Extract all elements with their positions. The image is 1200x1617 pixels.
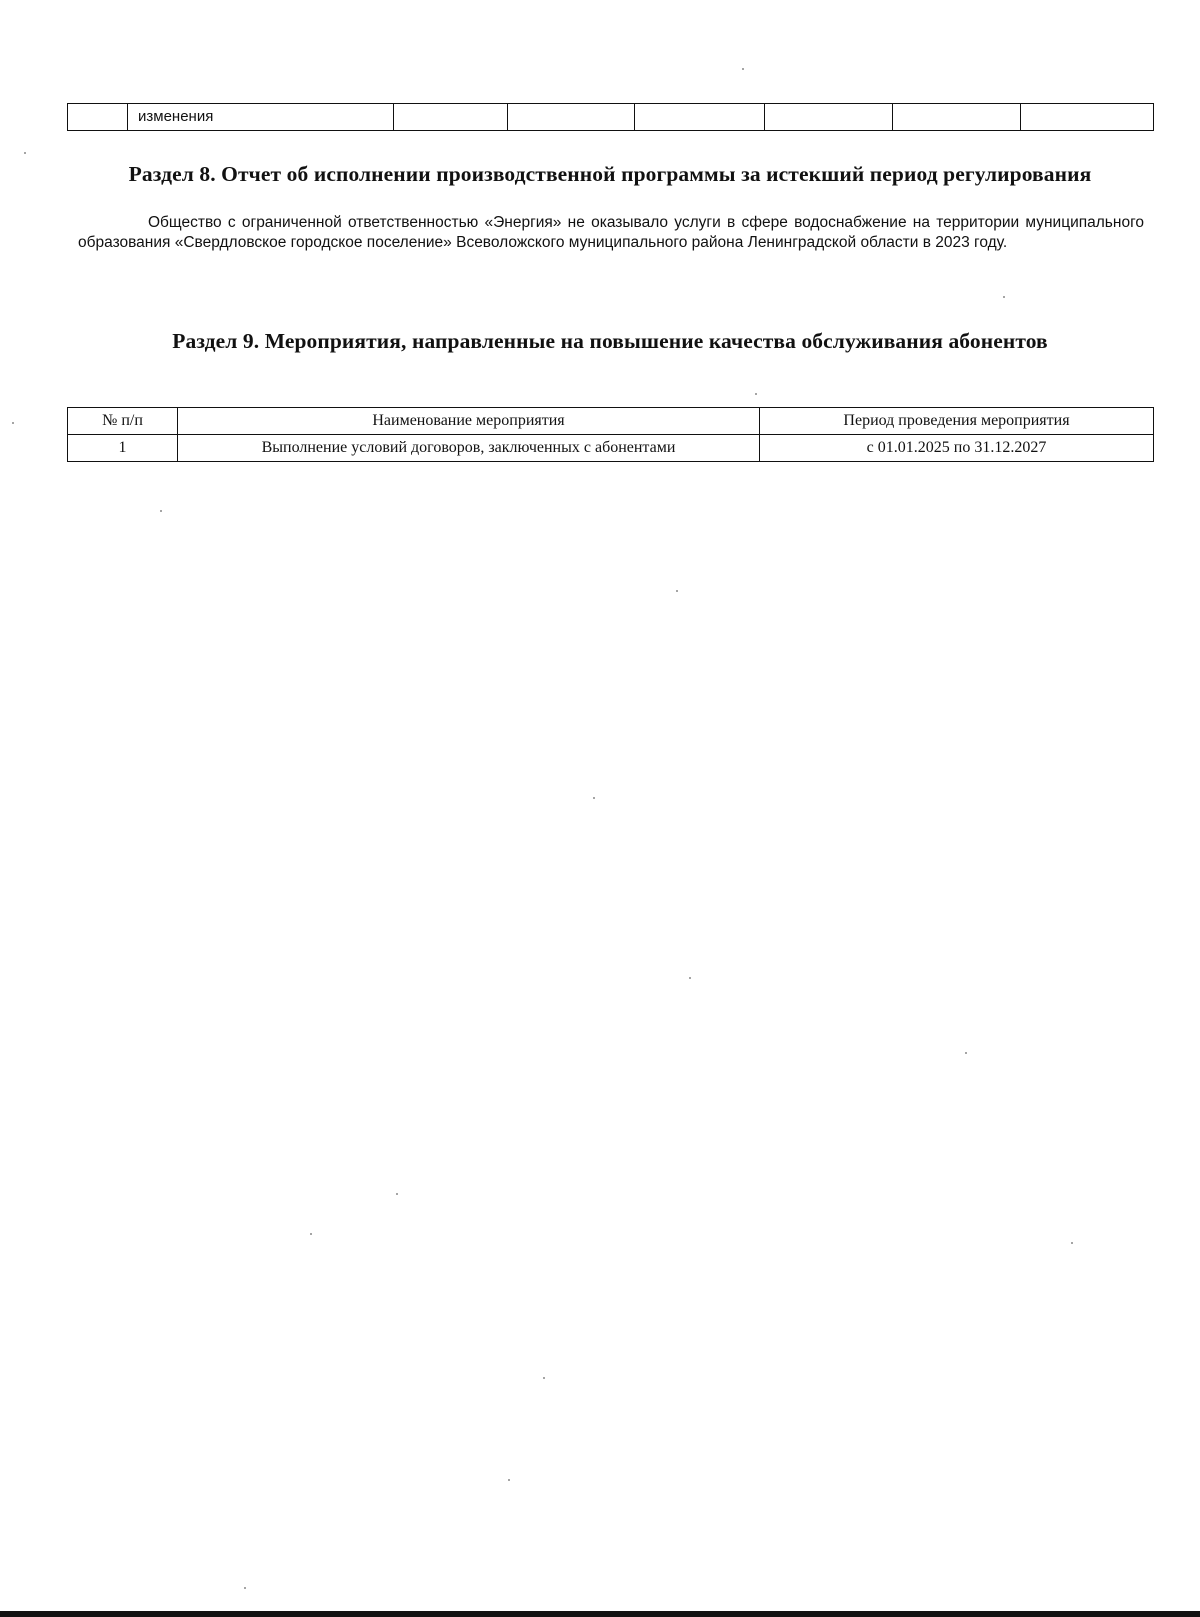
scan-speck xyxy=(543,1377,545,1379)
scan-speck xyxy=(244,1587,246,1589)
scan-speck xyxy=(1003,296,1005,298)
table-row xyxy=(68,104,1154,131)
scan-speck xyxy=(965,1052,967,1054)
scan-speck xyxy=(396,1193,398,1195)
scan-speck xyxy=(508,1479,510,1481)
scan-speck xyxy=(310,1233,312,1235)
scan-speck xyxy=(755,393,757,395)
scan-speck xyxy=(742,68,744,70)
table-cell xyxy=(635,104,765,131)
scan-speck xyxy=(12,422,14,424)
cell-name: Выполнение условий договоров, заключенных с абонентами xyxy=(178,435,760,462)
table-cell xyxy=(765,104,893,131)
section-8-title: Раздел 8. Отчет об исполнении производственной программы за истекший период регулирования xyxy=(128,162,1092,186)
scan-speck xyxy=(689,977,691,979)
scan-speck xyxy=(160,510,162,512)
table-cell xyxy=(893,104,1021,131)
cell-period: с 01.01.2025 по 31.12.2027 xyxy=(760,435,1154,462)
section-8-text: Общество с ограниченной ответственностью «Энергия» не оказывало услуги в сфере водоснабжение на территории муниципального образования «Свердловское городское поселение» Всеволожского муниципального района Ленинградской области в 2023 году. xyxy=(78,214,1144,251)
scan-speck xyxy=(676,590,678,592)
table-header-row xyxy=(68,408,1154,435)
table-cell xyxy=(394,104,508,131)
scan-speck xyxy=(1071,1242,1073,1244)
events-table xyxy=(67,407,1154,462)
column-header-number: № п/п xyxy=(68,408,178,435)
table-row xyxy=(68,435,1154,462)
column-header-period: Период проведения мероприятия xyxy=(760,408,1154,435)
scan-bottom-edge xyxy=(0,1611,1200,1617)
table-cell xyxy=(1021,104,1154,131)
scan-speck xyxy=(593,797,595,799)
table-cell xyxy=(68,104,128,131)
table-cell: изменения xyxy=(128,104,394,131)
table-cell xyxy=(508,104,635,131)
previous-table-fragment xyxy=(67,103,1154,131)
section-9-title: Раздел 9. Мероприятия, направленные на повышение качества обслуживания абонентов xyxy=(172,329,1048,353)
column-header-name: Наименование мероприятия xyxy=(178,408,760,435)
scan-speck xyxy=(24,152,26,154)
cell-number: 1 xyxy=(68,435,178,462)
